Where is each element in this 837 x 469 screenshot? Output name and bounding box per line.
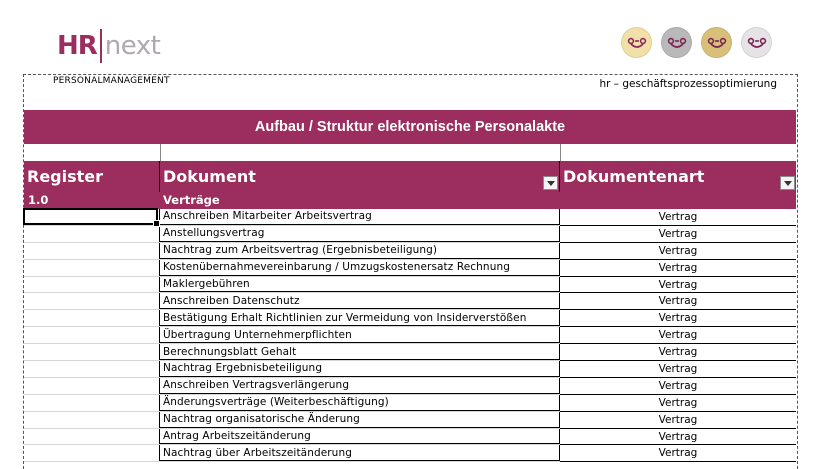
register-cell[interactable] [24, 226, 160, 242]
table-row [24, 412, 796, 429]
link-icon [667, 36, 687, 50]
section-name: Verträge [163, 193, 220, 207]
dokumentenart-cell[interactable]: Vertrag [560, 277, 796, 294]
logo-divider [100, 29, 102, 63]
register-cell[interactable] [24, 243, 160, 259]
dokument-cell[interactable]: Anschreiben Mitarbeiter Arbeitsvertrag [160, 209, 560, 225]
table-row [24, 327, 796, 344]
dokument-cell[interactable]: Berechnungsblatt Gehalt [160, 344, 560, 360]
toolbar-buttons [621, 27, 772, 58]
column-header-row [24, 161, 796, 192]
table-row [24, 429, 796, 446]
dokument-cell[interactable]: Anschreiben Vertragsverlängerung [160, 378, 560, 394]
dokumentenart-cell[interactable]: Vertrag [560, 378, 796, 395]
dokument-cell[interactable]: Nachtrag organisatorische Änderung [160, 412, 560, 428]
selected-cell[interactable] [23, 208, 158, 225]
table-row [24, 361, 796, 378]
dokument-cell[interactable]: Anstellungsvertrag [160, 226, 560, 242]
dokumentenart-cell[interactable]: Vertrag [560, 260, 796, 277]
dokument-cell[interactable]: Änderungsverträge (Weiterbeschäftigung) [160, 395, 560, 411]
register-cell[interactable] [24, 445, 160, 461]
register-cell[interactable] [24, 395, 160, 411]
dokument-cell[interactable]: Nachtrag zum Arbeitsvertrag (Ergebnisbeteiligung) [160, 243, 560, 259]
table-row [24, 243, 796, 260]
register-cell[interactable] [24, 412, 160, 428]
table-row [24, 226, 796, 243]
document-table [24, 209, 796, 462]
dokumentenart-cell[interactable]: Vertrag [560, 226, 796, 243]
register-cell[interactable] [24, 344, 160, 360]
table-row [24, 445, 796, 462]
table-row [24, 260, 796, 277]
header-right-caption: hr – geschäftsprozessoptimierung [599, 78, 777, 90]
dokumentenart-cell[interactable]: Vertrag [560, 445, 796, 462]
dokument-cell[interactable]: Kostenübernahmevereinbarung / Umzugskostenersatz Rechnung [160, 260, 560, 276]
dokumentenart-cell[interactable]: Vertrag [560, 243, 796, 260]
section-number: 1.0 [28, 193, 49, 207]
table-row [24, 310, 796, 327]
dokumentenart-cell[interactable]: Vertrag [560, 293, 796, 310]
section-row[interactable] [24, 192, 796, 209]
register-cell[interactable] [24, 260, 160, 276]
table-row [24, 344, 796, 361]
register-cell[interactable] [24, 378, 160, 394]
dokumentenart-cell[interactable]: Vertrag [560, 395, 796, 412]
register-cell[interactable] [24, 327, 160, 343]
dokument-cell[interactable]: Maklergebühren [160, 277, 560, 293]
table-row [24, 378, 796, 395]
hrnext-logo [57, 28, 160, 64]
dokument-cell[interactable]: Anschreiben Datenschutz [160, 293, 560, 309]
column-header-dokument[interactable]: Dokument [160, 161, 560, 192]
toolbar-button[interactable] [621, 27, 652, 58]
column-header-dokumentenart[interactable]: Dokumentenart [563, 167, 705, 186]
register-cell[interactable] [24, 293, 160, 309]
dokumentenart-cell[interactable]: Vertrag [560, 310, 796, 327]
dokumentenart-cell[interactable]: Vertrag [560, 209, 796, 226]
register-cell[interactable] [24, 361, 160, 377]
toolbar-button[interactable] [661, 27, 692, 58]
spacer-row [24, 144, 796, 161]
link-icon [627, 36, 647, 50]
sheet-title: Aufbau / Struktur elektronische Personalakte [24, 110, 796, 144]
register-cell[interactable] [24, 310, 160, 326]
column-header-register[interactable]: Register [24, 161, 160, 192]
register-cell[interactable] [24, 429, 160, 445]
dokumentenart-cell[interactable]: Vertrag [560, 327, 796, 344]
dokument-cell[interactable]: Bestätigung Erhalt Richtlinien zur Vermeidung von Insiderverstößen [160, 310, 560, 326]
register-cell[interactable] [24, 277, 160, 293]
table-row [24, 277, 796, 294]
filter-dropdown-dokument[interactable] [543, 176, 558, 190]
table-row [24, 395, 796, 412]
filter-dropdown-dokumentenart[interactable] [780, 176, 795, 190]
link-icon [707, 36, 727, 50]
link-icon [747, 36, 767, 50]
logo-next-text: next [104, 31, 161, 61]
dokument-cell[interactable]: Antrag Arbeitszeitänderung [160, 429, 560, 445]
toolbar-button[interactable] [741, 27, 772, 58]
header-left-caption: PERSONALMANAGEMENT [53, 76, 170, 86]
toolbar-button[interactable] [701, 27, 732, 58]
dokument-cell[interactable]: Nachtrag über Arbeitszeitänderung [160, 445, 560, 461]
logo-hr-text: HR [57, 31, 97, 61]
table-row [24, 293, 796, 310]
dokument-cell[interactable]: Nachtrag Ergebnisbeteiligung [160, 361, 560, 377]
dokumentenart-cell[interactable]: Vertrag [560, 361, 796, 378]
dokumentenart-cell[interactable]: Vertrag [560, 344, 796, 361]
dokument-cell[interactable]: Übertragung Unternehmerpflichten [160, 327, 560, 343]
dokumentenart-cell[interactable]: Vertrag [560, 429, 796, 446]
dokumentenart-cell[interactable]: Vertrag [560, 412, 796, 429]
